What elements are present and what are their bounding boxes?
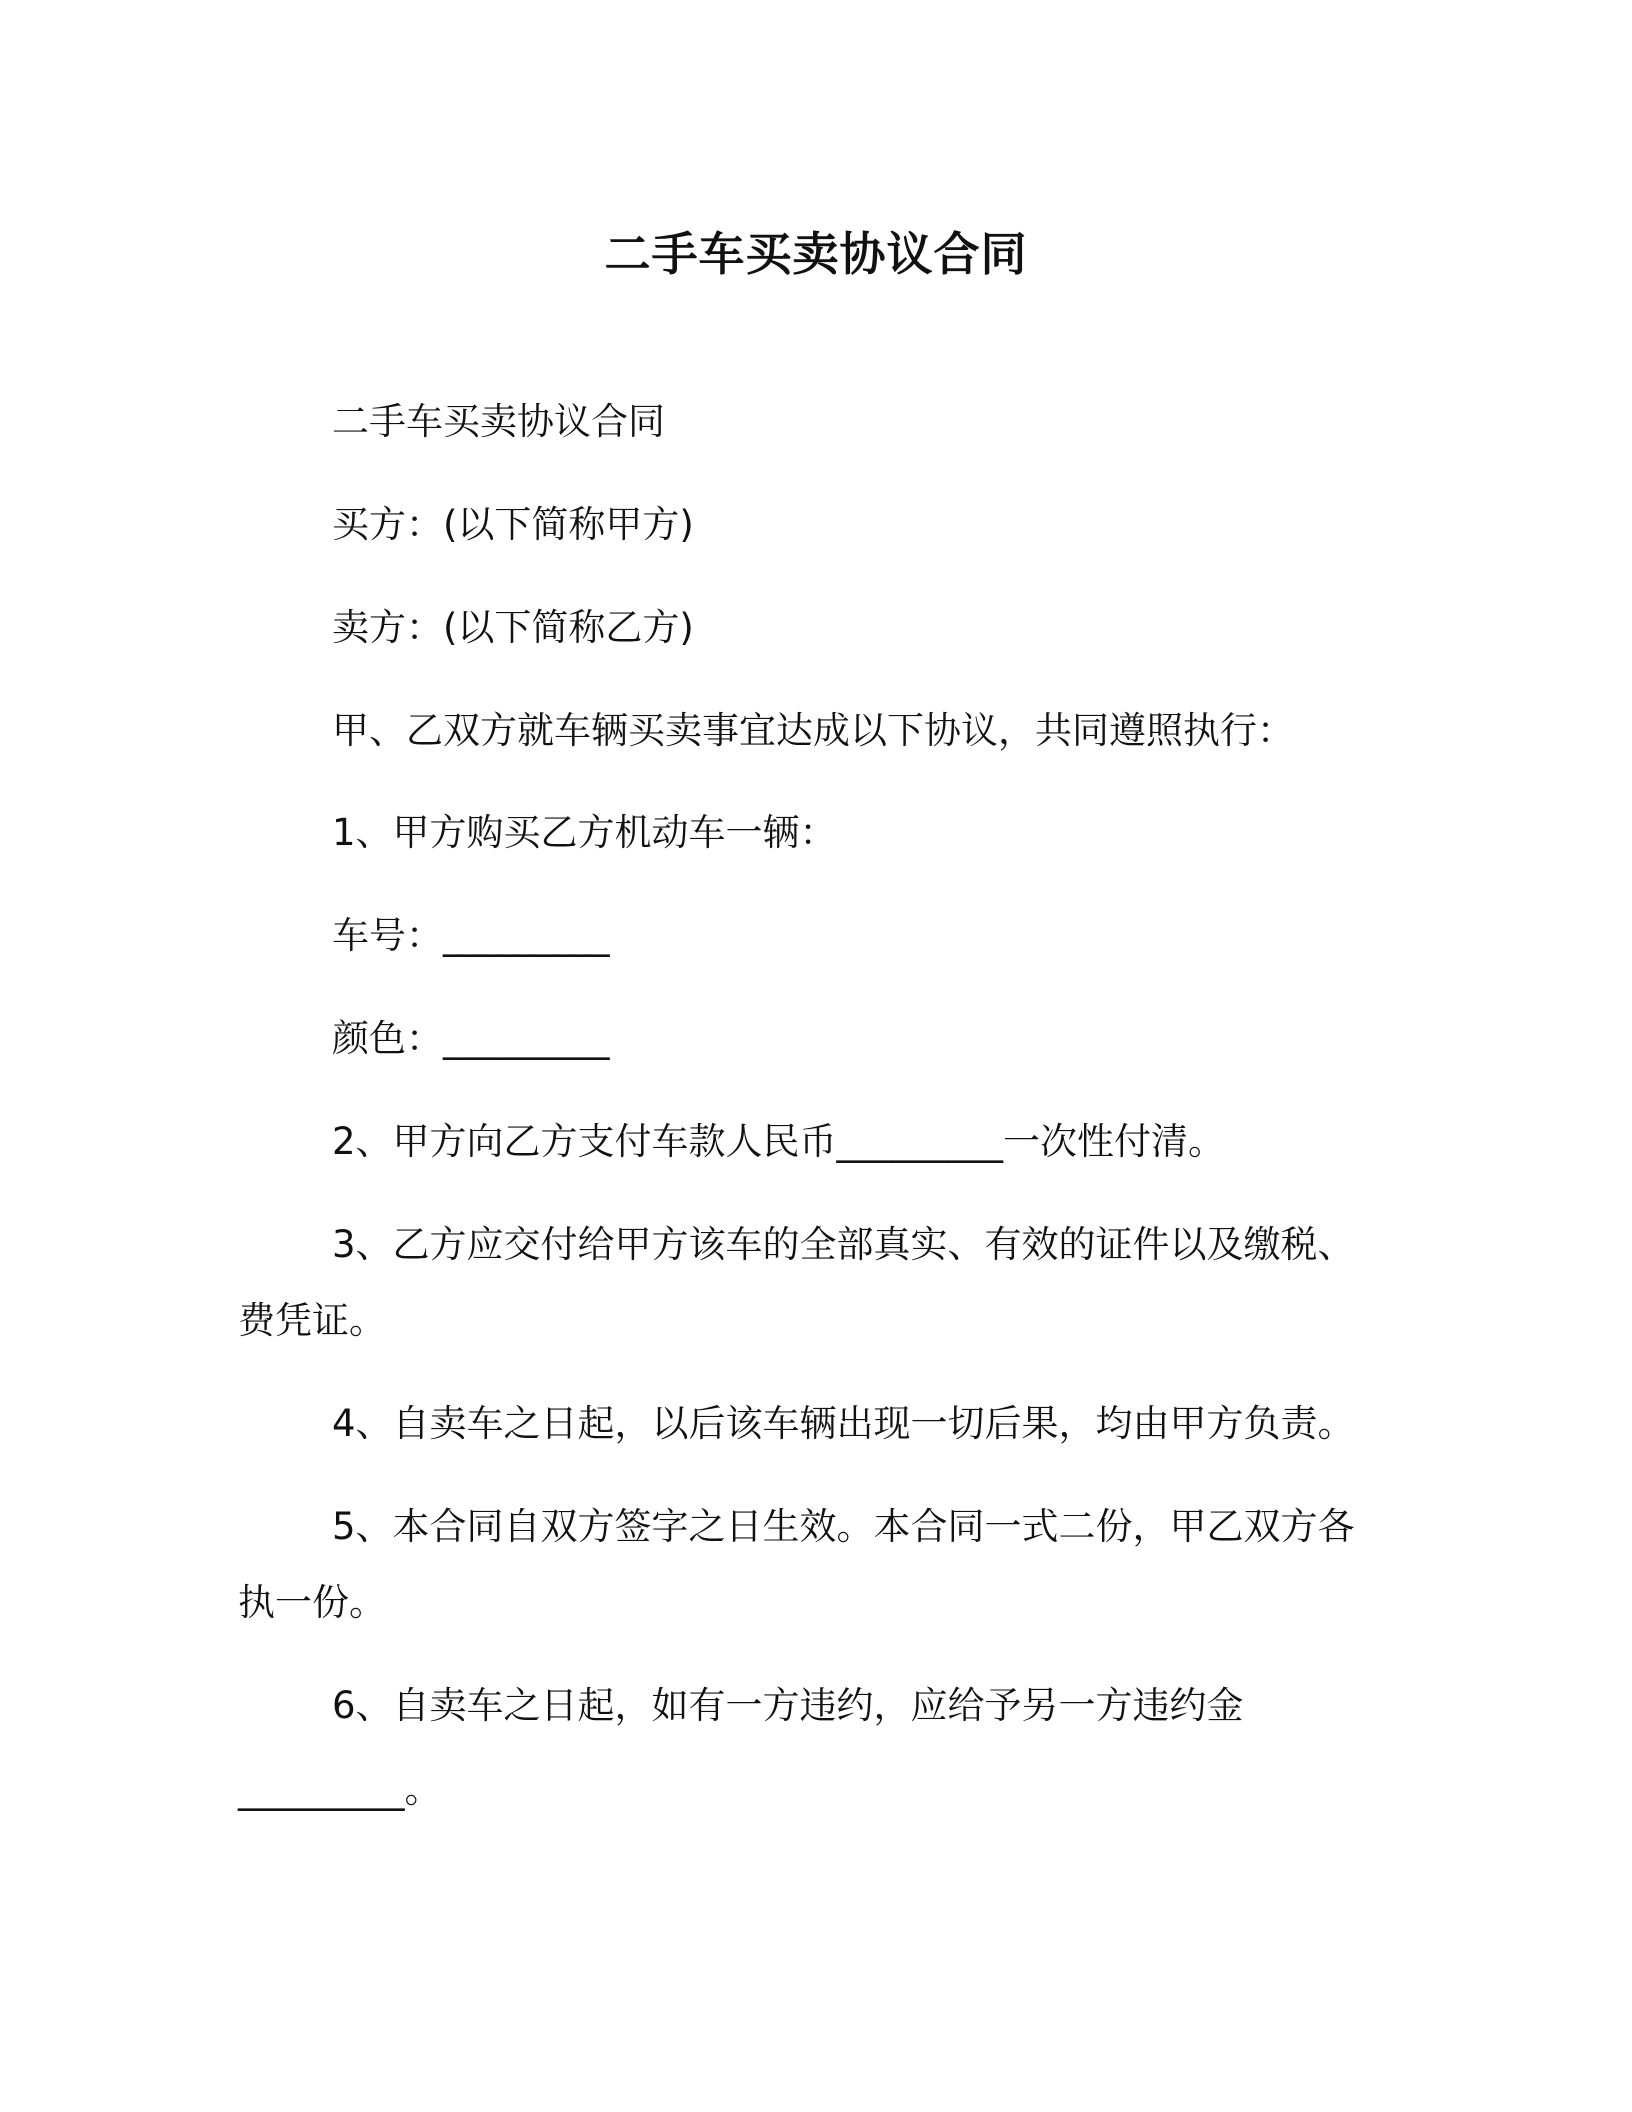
clause-4: 4、自卖车之日起，以后该车辆出现一切后果，均由甲方负责。 (332, 1402, 1355, 1445)
clause-6-line-1: 6、自卖车之日起，如有一方违约，应给予另一方违约金 (332, 1684, 1244, 1727)
seller-line: 卖方：(以下简称乙方) (332, 606, 694, 649)
clause-3-line-2: 费凭证。 (238, 1299, 386, 1342)
plate-number-field: 车号：_________ (332, 914, 610, 957)
clause-1: 1、甲方购买乙方机动车一辆： (332, 811, 837, 854)
color-field: 颜色：_________ (332, 1017, 610, 1060)
buyer-line: 买方：(以下简称甲方) (332, 503, 694, 546)
document-subtitle: 二手车买卖协议合同 (332, 400, 665, 443)
clause-2: 2、甲方向乙方支付车款人民币_________一次性付清。 (332, 1120, 1226, 1163)
clause-5-line-2: 执一份。 (238, 1581, 386, 1624)
intro-paragraph: 甲、乙双方就车辆买卖事宜达成以下协议，共同遵照执行： (332, 709, 1294, 752)
document-title: 二手车买卖协议合同 (604, 227, 1028, 281)
clause-3-line-1: 3、乙方应交付给甲方该车的全部真实、有效的证件以及缴税、 (332, 1223, 1355, 1266)
clause-5-line-1: 5、本合同自双方签字之日生效。本合同一式二份，甲乙双方各 (332, 1505, 1355, 1548)
clause-6-line-2: _________。 (238, 1768, 442, 1811)
